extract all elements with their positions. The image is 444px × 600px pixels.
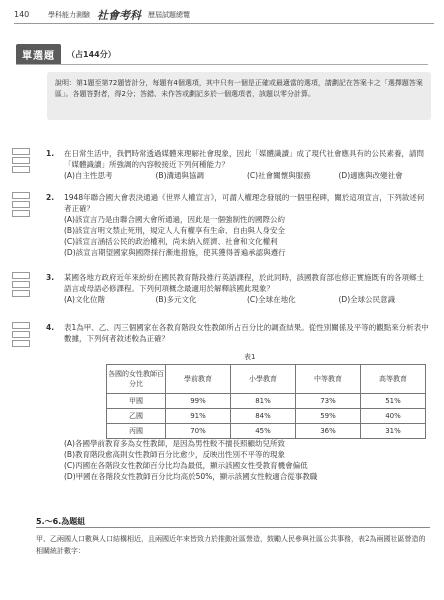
question-group-title: 5.～6.為題組 [36, 517, 86, 526]
question-stem: 在日常生活中，我們時常透過媒體來理解社會現象，因此「媒體識讀」成了現代社會應具有的公民素養，請問「媒體識讀」所強調的內容較接近下列何種能力？ [64, 149, 424, 169]
answer-marker [12, 148, 30, 175]
page-header [14, 8, 434, 30]
table-cell: 73% [296, 394, 361, 409]
table-cell: 81% [231, 394, 296, 409]
option: (C)全球在地化 [247, 295, 296, 304]
table-row [107, 424, 426, 439]
answer-marker [12, 272, 30, 299]
table-cell: 45% [231, 424, 296, 439]
table-row [107, 394, 426, 409]
table-row [107, 409, 426, 424]
option-row [64, 170, 430, 181]
table-cell: 91% [166, 409, 231, 424]
option: (B)該宣言明文禁止死刑，規定人人有權享有生命、自由與人身安全 [64, 226, 285, 235]
option: (D)適應與改變社會 [338, 171, 403, 180]
column-header: 高等教育 [361, 365, 426, 394]
table-cell: 59% [296, 409, 361, 424]
section-heading [16, 44, 116, 64]
option: (C)社會關懷與服務 [247, 171, 311, 180]
question-4-options [46, 438, 430, 482]
instructions-box: 說明：第1題至第72題皆計分，每題有4個選項，其中只有一個是正確或最適當的選項，請劃記在答案卡之「選擇題答案區」。各題答對者，得2分；答錯、未作答或劃記多於一個選項者，該題以零分計算。 [47, 72, 431, 120]
table-cell: 40% [361, 409, 426, 424]
option: (C)該宣言涵括公民的政治權利，尚未納入經濟、社會和文化權利 [64, 237, 278, 246]
table-header-row [107, 365, 426, 394]
brand-title: 社會考科 [97, 9, 141, 22]
header-rule [14, 23, 434, 24]
option: (B)溝通與協調 [155, 171, 204, 180]
table-corner: 各國的女性教師百分比 [107, 365, 166, 394]
question-stem: 某國各地方政府近年來紛紛在國民教育階段推行英語課程，於此同時，該國教育部也修正實施既有的各項鄉土語言或母語必修課程。下列何項概念最適用於解釋該國此現象？ [64, 273, 424, 293]
data-table [106, 364, 426, 439]
option: (C)丙國在各階段女性教師百分比均為最低，顯示該國女性受教育機會偏低 [64, 461, 308, 470]
table-caption: 表1 [244, 353, 256, 361]
answer-marker [12, 192, 30, 219]
row-label: 丙國 [107, 424, 166, 439]
question-stem: 表1為甲、乙、丙三個國家在各教育階段女性教師所占百分比的調查結果。從性別關係及平等的觀點來分析表中數據，下列何者敘述較為正確？ [64, 323, 429, 343]
book-title: 學科能力測驗 [48, 11, 90, 19]
section-rule [16, 64, 428, 65]
page-number: 140 [14, 10, 30, 19]
row-label: 乙國 [107, 409, 166, 424]
question-4: 4. 表1為甲、乙、丙三個國家在各教育階段女性教師所占百分比的調查結果。從性別關係及平等的觀點來分析表中數據，下列何者敘述較為正確？ [46, 323, 429, 343]
table-cell: 84% [231, 409, 296, 424]
section-tag: 單選題 [16, 44, 61, 65]
group-rule [36, 527, 430, 528]
option: (B)多元文化 [155, 295, 197, 304]
table-cell: 31% [361, 424, 426, 439]
column-header: 學前教育 [166, 365, 231, 394]
question-stem: 1948年聯合國大會表決通過《世界人權宣言》，可謂人權理念發展的一個里程碑，關於這項宣言，下列敘述何者正確？ [64, 193, 425, 213]
option: (D)甲國在各階段女性教師百分比均高於50%，顯示該國女性較適合從事教職 [64, 472, 318, 481]
option: (A)各國學前教育多為女性教師，是因為男性較不擅長照顧幼兒所致 [64, 439, 285, 448]
option: (A)文化位階 [64, 295, 105, 304]
option: (A)該宣言乃是由聯合國大會所通過，因此是一個強制性的國際公約 [64, 215, 285, 224]
answer-marker [12, 322, 30, 349]
question-2: 2. 1948年聯合國大會表決通過《世界人權宣言》，可謂人權理念發展的一個里程碑，關於這項宣言，下列敘述何者正確？ (A)該宣言乃是由聯合國大會所通過，因此是一個強制性的國際公約 (B)該宣言明文禁止死刑，規定人人有權享有生命、自由與人身安全 (C)該宣言涵括公民的政治權利，尚未納入經濟、社會和文化權利 (D)該宣言期望國家與國際採行漸進措施，使其獲得普遍承認與遵行 [46, 192, 430, 258]
question-3: 3. 某國各地方政府近年來紛紛在國民教育階段推行英語課程，於此同時，該國教育部也修正實施既有的各項鄉土語言或母語必修課程。下列何項概念最適用於解釋該國此現象？ (A)文化位階 (B)多元文化 (C)全球在地化 (D)全球公民意識 [46, 272, 430, 305]
table-cell: 70% [166, 424, 231, 439]
table-cell: 36% [296, 424, 361, 439]
table-cell: 51% [361, 394, 426, 409]
column-header: 中等教育 [296, 365, 361, 394]
table-cell: 99% [166, 394, 231, 409]
option: (D)該宣言期望國家與國際採行漸進措施，使其獲得普遍承認與遵行 [64, 248, 286, 257]
option: (D)全球公民意識 [338, 295, 396, 304]
option-row [64, 294, 430, 305]
option: (A)自主性思考 [64, 171, 113, 180]
option: (B)教育階段愈高則女性教師百分比愈少，反映出性別不平等的現象 [64, 450, 285, 459]
column-header: 小學教育 [231, 365, 296, 394]
row-label: 甲國 [107, 394, 166, 409]
series-title: 歷屆試題總覽 [148, 11, 190, 19]
section-points: （占144分） [67, 49, 116, 59]
question-1: 1. 在日常生活中，我們時常透過媒體來理解社會現象，因此「媒體識讀」成了現代社會應具有的公民素養，請問「媒體識讀」所強調的內容較接近下列何種能力？ (A)自主性思考 (B)溝通與協調 (C)社會關懷與服務 (D)適應與改變社會 [46, 148, 430, 181]
question-group-text: 甲、乙兩國人口數與人口結構相近，且兩國近年來皆致力於推動社區營造，鼓勵人民參與社區公共事務，表2為兩國社區營造的相關統計數字： [36, 535, 426, 555]
